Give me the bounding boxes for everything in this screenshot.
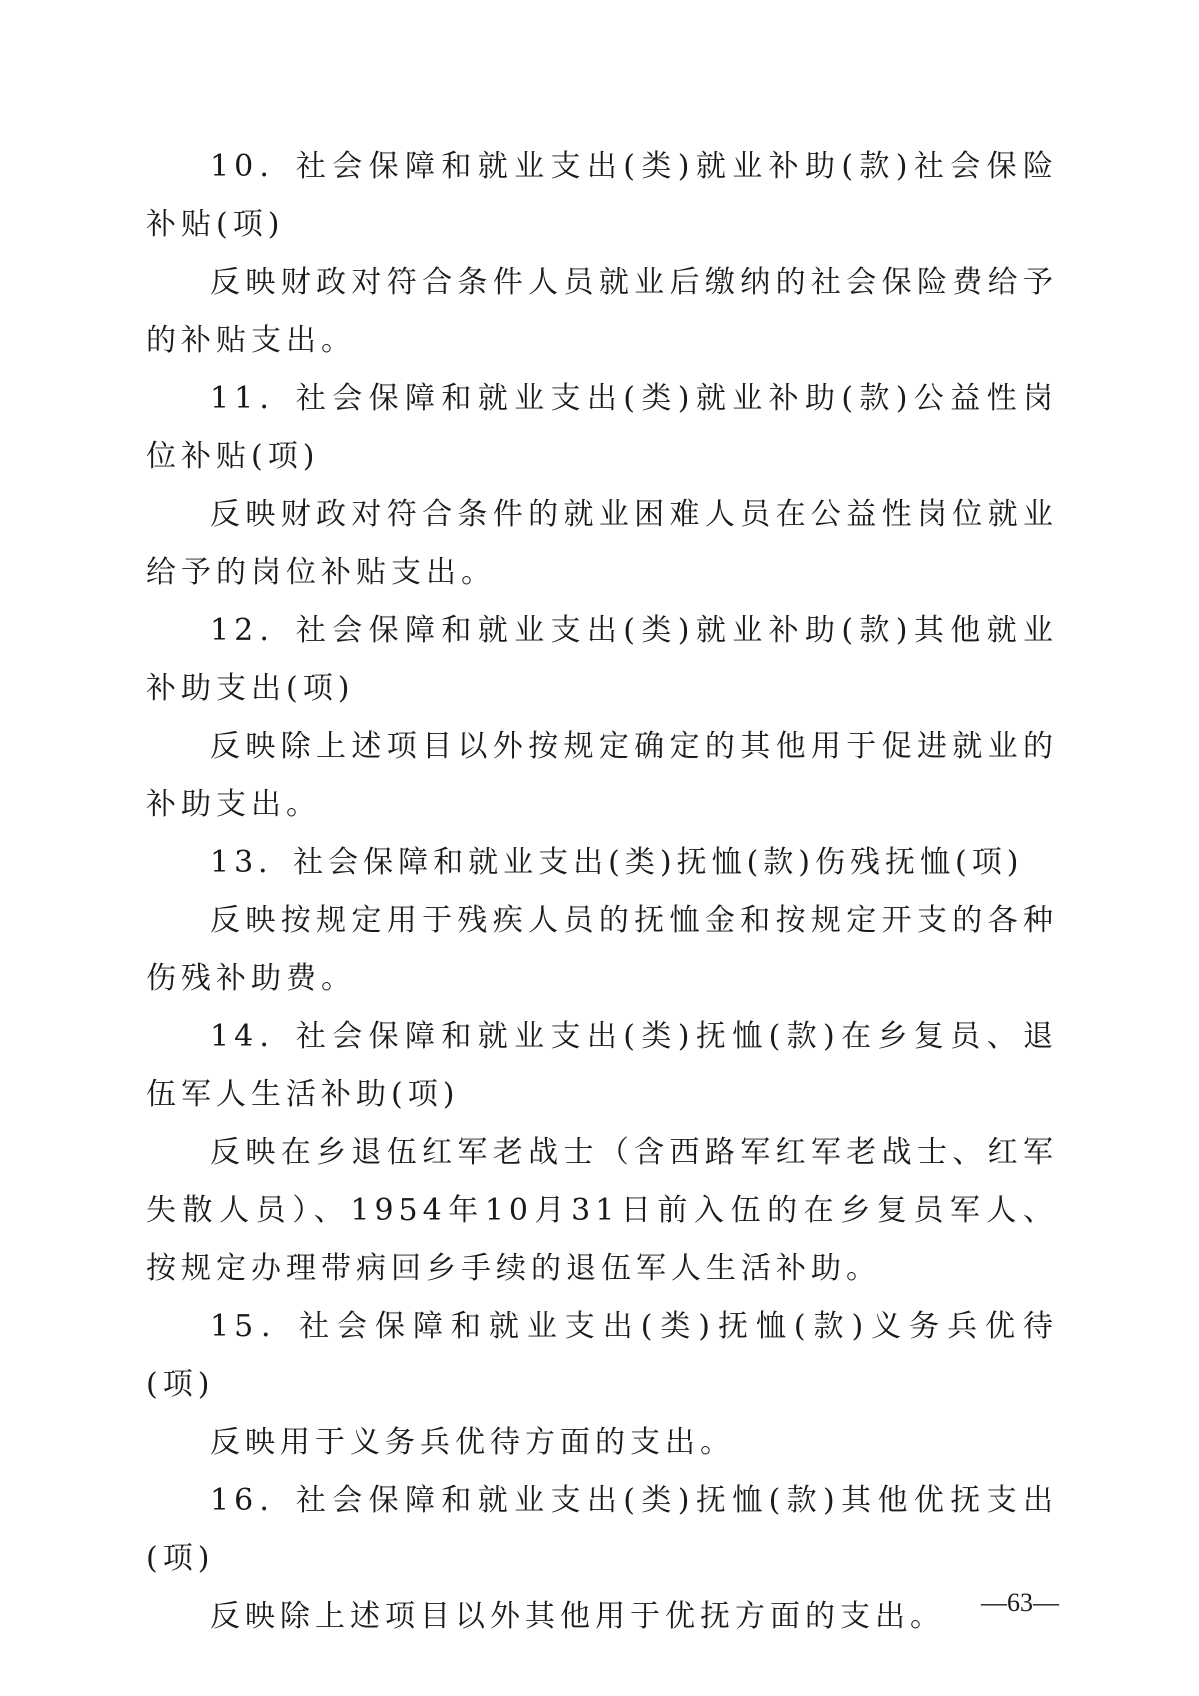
item-14-description: 反映在乡退伍红军老战士（含西路军红军老战士、红军失散人员）、1954年10月31日前入伍的在乡复员军人、按规定办理带病回乡手续的退伍军人生活补助。 [146, 1135, 1058, 1286]
item-11-heading: 11．社会保障和就业支出(类)就业补助(款)公益性岗位补贴(项) [146, 381, 1058, 474]
item-10-heading: 10．社会保障和就业支出(类)就业补助(款)社会保险补贴(项) [146, 149, 1058, 242]
item-12-description: 反映除上述项目以外按规定确定的其他用于促进就业的补助支出。 [146, 729, 1058, 822]
item-12-heading: 12．社会保障和就业支出(类)就业补助(款)其他就业补助支出(项) [146, 613, 1058, 706]
item-13-description: 反映按规定用于残疾人员的抚恤金和按规定开支的各种伤残补助费。 [146, 903, 1058, 996]
item-16-heading: 16．社会保障和就业支出(类)抚恤(款)其他优抚支出(项) [146, 1483, 1058, 1576]
item-13-heading: 13．社会保障和就业支出(类)抚恤(款)伤残抚恤(项) [210, 845, 1024, 880]
document-body [146, 138, 1058, 1646]
item-16-description: 反映除上述项目以外其他用于优抚方面的支出。 [210, 1599, 945, 1634]
item-14-heading: 14．社会保障和就业支出(类)抚恤(款)在乡复员、退伍军人生活补助(项) [146, 1019, 1058, 1112]
page-number: —63— [981, 1588, 1059, 1617]
item-15-heading: 15．社会保障和就业支出(类)抚恤(款)义务兵优待(项) [146, 1309, 1058, 1402]
item-15-description: 反映用于义务兵优待方面的支出。 [210, 1425, 735, 1460]
item-10-description: 反映财政对符合条件人员就业后缴纳的社会保险费给予的补贴支出。 [146, 265, 1058, 358]
item-11-description: 反映财政对符合条件的就业困难人员在公益性岗位就业给予的岗位补贴支出。 [146, 497, 1058, 590]
